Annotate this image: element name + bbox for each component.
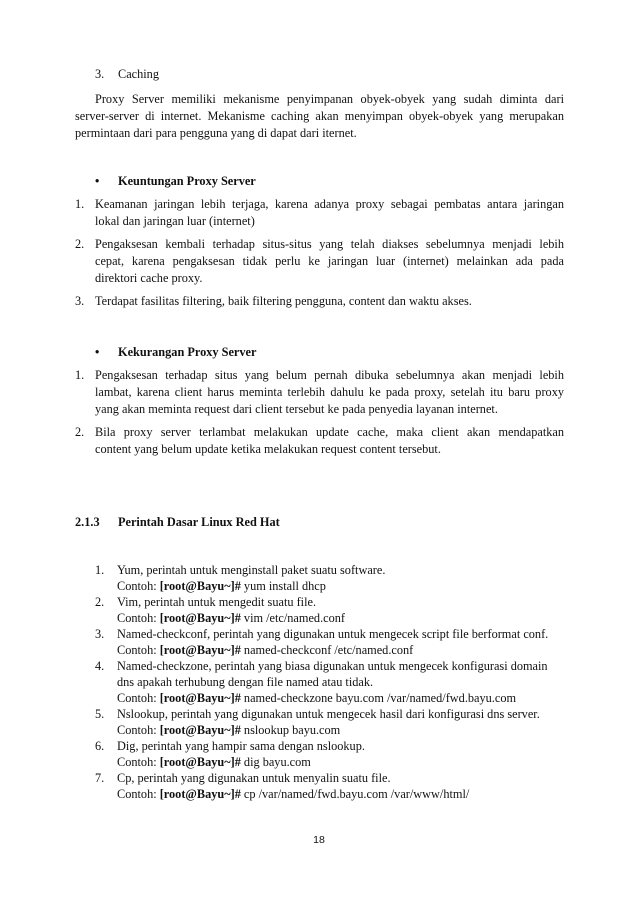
- command-example: [117, 722, 340, 738]
- kekurangan-heading: Kekurangan Proxy Server: [118, 345, 257, 359]
- command-example: [117, 690, 516, 706]
- example-label: Contoh:: [117, 643, 160, 657]
- caching-paragraph-line: Proxy Server memiliki mekanisme penyimpanan obyek-obyek yang sudah diminta dari: [95, 92, 564, 106]
- shell-prompt: [root@Bayu~]#: [159, 787, 241, 801]
- keuntungan-heading: Keuntungan Proxy Server: [118, 174, 256, 188]
- command-description: Vim, perintah untuk mengedit suatu file.: [117, 595, 317, 609]
- command-example: [117, 610, 345, 626]
- command-description: Named-checkzone, perintah yang biasa digunakan untuk mengecek konfigurasi domain: [117, 659, 548, 673]
- command-number: 6.: [95, 739, 105, 753]
- list-item-line: cepat, karena pengaksesan tidak perlu ke jaringan luar (internet) melainkan ada pada: [95, 254, 564, 268]
- caching-heading-number: 3.: [95, 67, 105, 81]
- example-label: Contoh:: [117, 723, 160, 737]
- list-item-number: 2.: [75, 237, 85, 251]
- list-item-line: direktori cache proxy.: [95, 271, 203, 285]
- command-number: 7.: [95, 771, 105, 785]
- command-text: vim /etc/named.conf: [240, 611, 345, 625]
- command-description: Named-checkconf, perintah yang digunakan untuk mengecek script file berformat conf.: [117, 627, 549, 641]
- caching-paragraph-line: server-server di internet. Mekanisme caching akan menyimpan obyek-obyek yang merupakan: [75, 109, 564, 123]
- command-number: 3.: [95, 627, 105, 641]
- command-number: 5.: [95, 707, 105, 721]
- command-number: 2.: [95, 595, 105, 609]
- shell-prompt: [root@Bayu~]#: [159, 643, 241, 657]
- shell-prompt: [root@Bayu~]#: [159, 611, 241, 625]
- page-number: 18: [313, 834, 325, 846]
- command-example: [117, 754, 311, 770]
- command-text: cp /var/named/fwd.bayu.com /var/www/html/: [240, 787, 470, 801]
- example-label: Contoh:: [117, 691, 160, 705]
- command-example: [117, 786, 469, 802]
- command-text: named-checkconf /etc/named.conf: [240, 643, 414, 657]
- list-item-line: lambat, karena client harus meminta terlebih dahulu ke pada proxy, setelah itu baru proxy: [95, 385, 564, 399]
- command-example: [117, 642, 413, 658]
- command-number: 1.: [95, 563, 105, 577]
- list-item-line: Pengaksesan terhadap situs yang belum pernah dibuka sebelumnya akan menjadi lebih: [95, 368, 564, 382]
- command-description: Nslookup, perintah yang digunakan untuk mengecek hasil dari konfigurasi dns server.: [117, 707, 540, 721]
- command-text: yum install dhcp: [240, 579, 326, 593]
- shell-prompt: [root@Bayu~]#: [159, 691, 241, 705]
- command-description: Cp, perintah yang digunakan untuk menyalin suatu file.: [117, 771, 391, 785]
- shell-prompt: [root@Bayu~]#: [159, 723, 241, 737]
- command-text: nslookup bayu.com: [240, 723, 341, 737]
- list-item-number: 2.: [75, 425, 85, 439]
- list-item-number: 1.: [75, 197, 85, 211]
- list-item-line: lokal dan jaringan luar (internet): [95, 214, 255, 228]
- command-example: [117, 578, 326, 594]
- command-description: dns apakah terhubung dengan file named atau tidak.: [117, 675, 374, 689]
- example-label: Contoh:: [117, 755, 160, 769]
- list-item-line: Bila proxy server terlambat melakukan update cache, maka client akan mendapatkan: [95, 425, 564, 439]
- list-item-number: 1.: [75, 368, 85, 382]
- caching-heading: Caching: [118, 67, 159, 81]
- example-label: Contoh:: [117, 787, 160, 801]
- example-label: Contoh:: [117, 579, 160, 593]
- command-text: named-checkzone bayu.com /var/named/fwd.bayu.com: [240, 691, 517, 705]
- list-item-line: Terdapat fasilitas filtering, baik filtering pengguna, content dan waktu akses.: [95, 294, 472, 308]
- shell-prompt: [root@Bayu~]#: [159, 579, 241, 593]
- list-item-line: content yang belum update ketika melakukan request content tersebut.: [95, 442, 441, 456]
- caching-paragraph-line: permintaan dari para pengguna yang di dapat dari iternet.: [75, 126, 357, 140]
- command-description: Dig, perintah yang hampir sama dengan nslookup.: [117, 739, 365, 753]
- shell-prompt: [root@Bayu~]#: [159, 755, 241, 769]
- bullet-icon: •: [95, 174, 100, 188]
- example-label: Contoh:: [117, 611, 160, 625]
- section-title: Perintah Dasar Linux Red Hat: [118, 515, 280, 529]
- list-item-line: Keamanan jaringan lebih terjaga, karena adanya proxy sebagai pembatas antara jaringan: [95, 197, 564, 211]
- command-text: dig bayu.com: [240, 755, 311, 769]
- command-number: 4.: [95, 659, 105, 673]
- list-item-line: yang akan meminta request dari client tersebut ke pada penyedia layanan internet.: [95, 402, 498, 416]
- list-item-line: Pengaksesan kembali terhadap situs-situs yang telah diakses sebelumnya menjadi lebih: [95, 237, 564, 251]
- bullet-icon: •: [95, 345, 100, 359]
- section-number: 2.1.3: [75, 515, 100, 529]
- list-item-number: 3.: [75, 294, 85, 308]
- command-description: Yum, perintah untuk menginstall paket suatu software.: [117, 563, 386, 577]
